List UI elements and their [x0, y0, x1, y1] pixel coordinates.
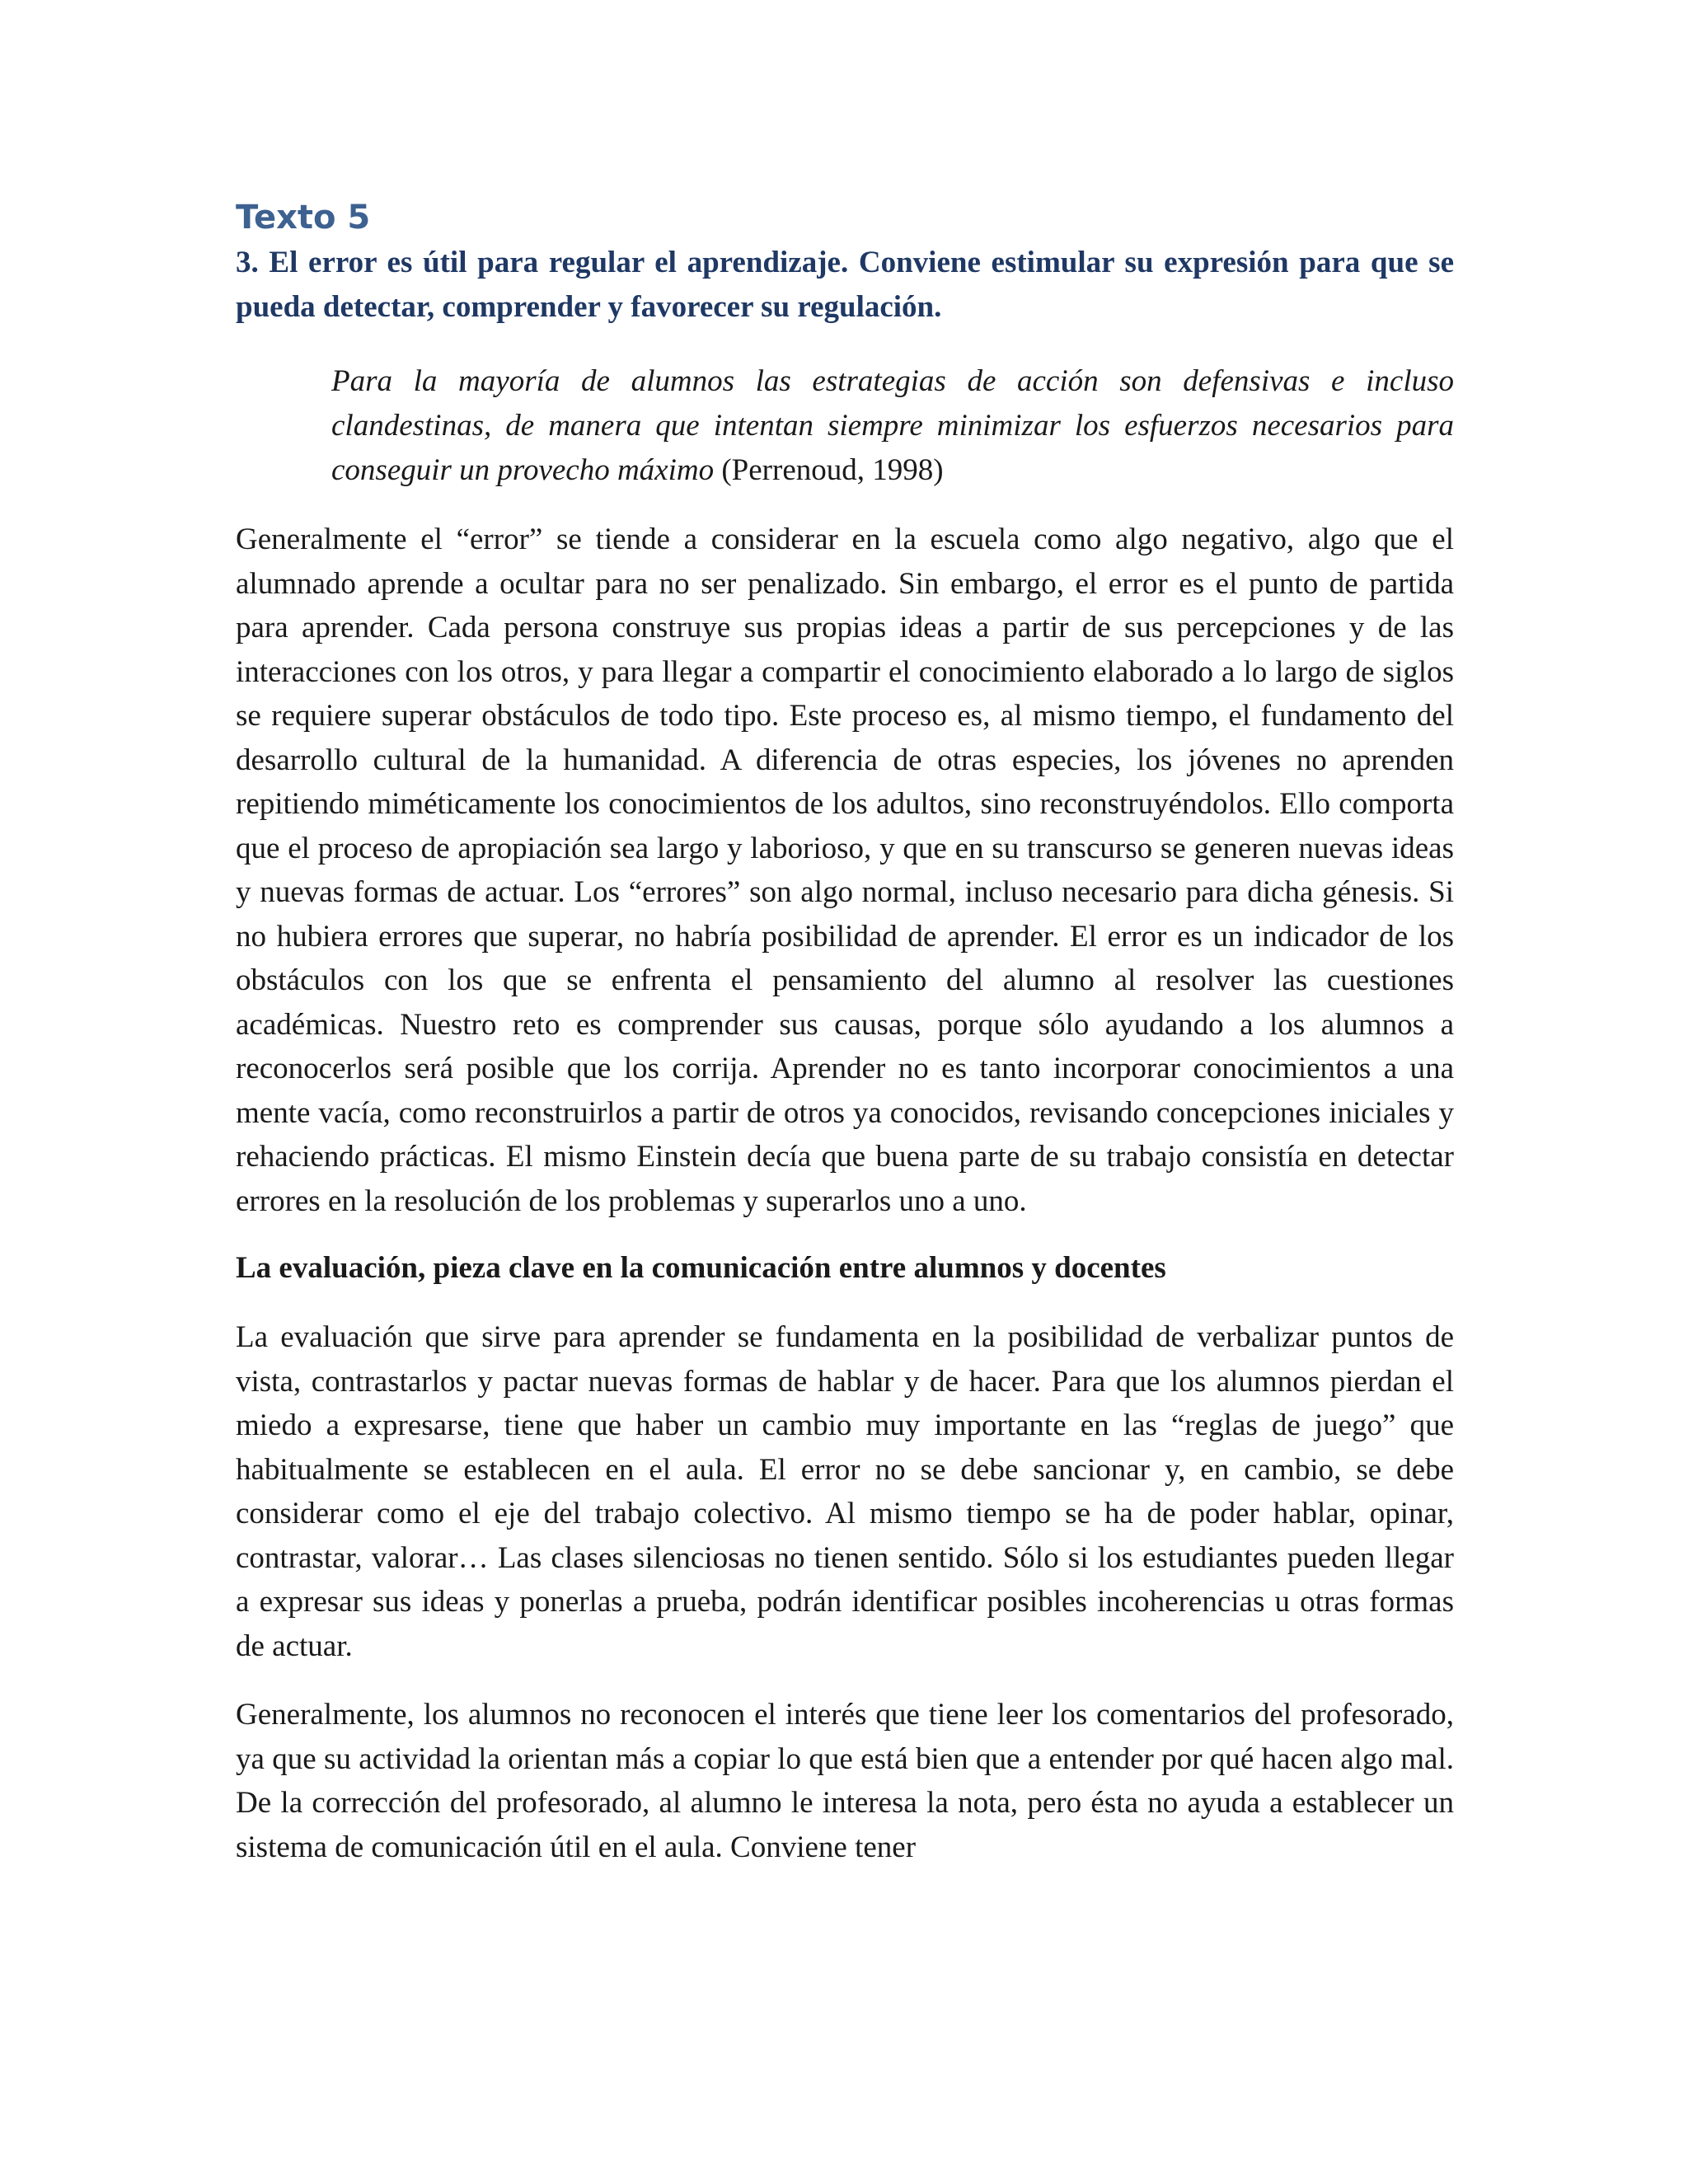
paragraph-1: Generalmente el “error” se tiende a considerar en la escuela como algo negativo, algo que el alumnado aprende a ocultar para no ser penalizado. Sin embargo, el error es el punto de partida para aprender. Cada persona construye sus propias ideas a partir de sus percepciones y de las interacciones con los otros, y para llegar a compartir el conocimiento elaborado a lo largo de siglos se requiere superar obstáculos de todo tipo. Este proceso es, al mismo tiempo, el fundamento del desarrollo cultural de la humanidad. A diferencia de otras especies, los jóvenes no aprenden repitiendo miméticamente los conocimientos de los adultos, sino reconstruyéndolos. Ello comporta que el proceso de apropiación sea largo y laborioso, y que en su transcurso se generen nuevas ideas y nuevas formas de actuar. Los “errores” son algo normal, incluso necesario para dicha génesis. Si no hubiera errores que superar, no habría posibilidad de aprender. El error es un indicador de los obstáculos con los que se enfrenta el pensamiento del alumno al resolver las cuestiones académicas. Nuestro reto es comprender sus causas, porque sólo ayudando a los alumnos a reconocerlos será posible que los corrija. Aprender no es tanto incorporar conocimientos a una mente vacía, como reconstruirlos a partir de otros ya conocidos, revisando concepciones iniciales y rehaciendo prácticas. El mismo Einstein decía que buena parte de su trabajo consistía en detectar errores en la resolución de los problemas y superarlos uno a uno.: [236, 523, 1454, 1218]
quote-text: Para la mayoría de alumnos las estrategias de acción son defensivas e incluso clandestinas, de manera que intentan siempre minimizar los esfuerzos necesarios para conseguir un provecho máximo: [331, 364, 1454, 487]
page-content: [236, 194, 1454, 1869]
section-heading: 3. El error es útil para regular el aprendizaje. Conviene estimular su expresión para que se pueda detectar, comprender y favorecer su regulación.: [236, 246, 1454, 324]
document-title: Texto 5: [236, 199, 371, 237]
quote-citation: (Perrenoud, 1998): [714, 453, 944, 487]
paragraph-2: La evaluación que sirve para aprender se fundamenta en la posibilidad de verbalizar puntos de vista, contrastarlos y pactar nuevas formas de hablar y de hacer. Para que los alumnos pierdan el miedo a expresarse, tiene que haber un cambio muy importante en las “reglas de juego” que habitualmente se establecen en el aula. El error no se debe sancionar y, en cambio, se debe considerar como el eje del trabajo colectivo. Al mismo tiempo se ha de poder hablar, opinar, contrastar, valorar… Las clases silenciosas no tienen sentido. Sólo si los estudiantes pueden llegar a expresar sus ideas y ponerlas a prueba, podrán identificar posibles incoherencias u otras formas de actuar.: [236, 1320, 1454, 1663]
subheading: La evaluación, pieza clave en la comunicación entre alumnos y docentes: [236, 1251, 1166, 1285]
paragraph-3: Generalmente, los alumnos no reconocen el interés que tiene leer los comentarios del profesorado, ya que su actividad la orientan más a copiar lo que está bien que a entender por qué hacen algo mal. De la corrección del profesorado, al alumno le interesa la nota, pero ésta no ayuda a establecer un sistema de comunicación útil en el aula. Conviene tener: [236, 1698, 1454, 1864]
block-quote: [331, 359, 1454, 493]
